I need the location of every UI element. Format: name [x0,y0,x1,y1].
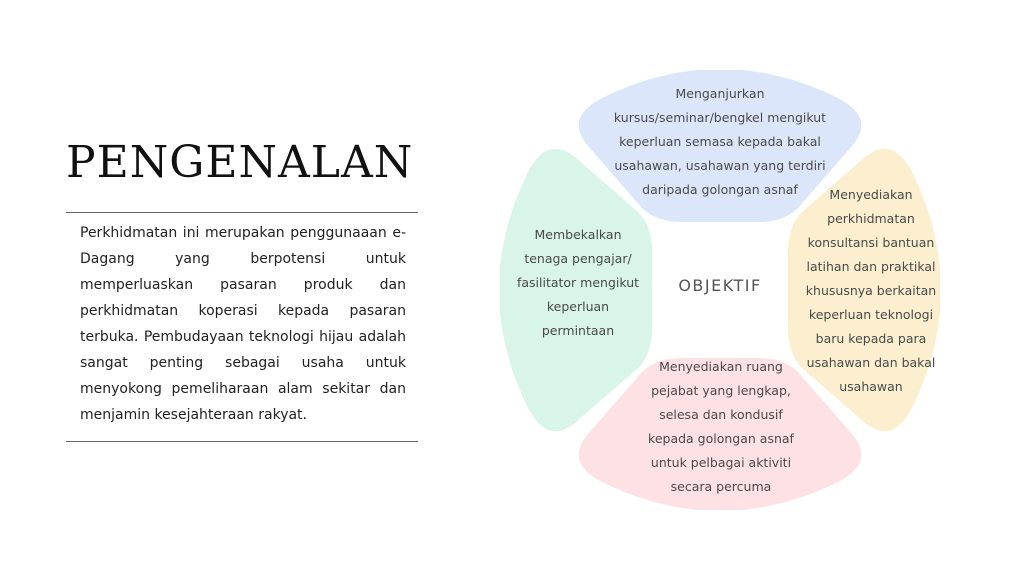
slide-title: PENGENALAN [66,137,414,188]
segment-top-text: Menganjurkan kursus/seminar/bengkel mengikut keperluan semasa kepada bakal usahawan, usahawan yang terdiri daripada golongan asnaf [613,86,827,197]
bottom-divider [66,441,418,442]
top-divider [66,212,418,213]
intro-paragraph: Perkhidmatan ini merupakan penggunaaan e-Dagang yang berpotensi untuk memperluaskan pasaran produk dan perkhidmatan koperasi kepada pasaran terbuka. Pembudayaan teknologi hijau adalah sangat penting sebagai usaha untuk menyokong pemeliharaan alam sekitar dan menjamin kesejahteraan rakyat. [80,225,406,423]
segment-right-text: Menyediakan perkhidmatan konsultansi bantuan latihan dan praktikal khususnya berkaitan keperluan teknologi baru kepada para usahawan dan bakal usahawan [805,187,937,394]
objective-diagram [500,70,940,510]
segment-left-text: Membekalkan tenaga pengajar/ fasilitator mengikut keperluan permintaan [516,227,640,338]
segment-bottom-text: Menyediakan ruang pejabat yang lengkap, selesa dan kondusif kepada golongan asnaf untuk pelbagai aktiviti secara percuma [648,359,794,494]
center-label: OBJEKTIF [678,276,762,295]
